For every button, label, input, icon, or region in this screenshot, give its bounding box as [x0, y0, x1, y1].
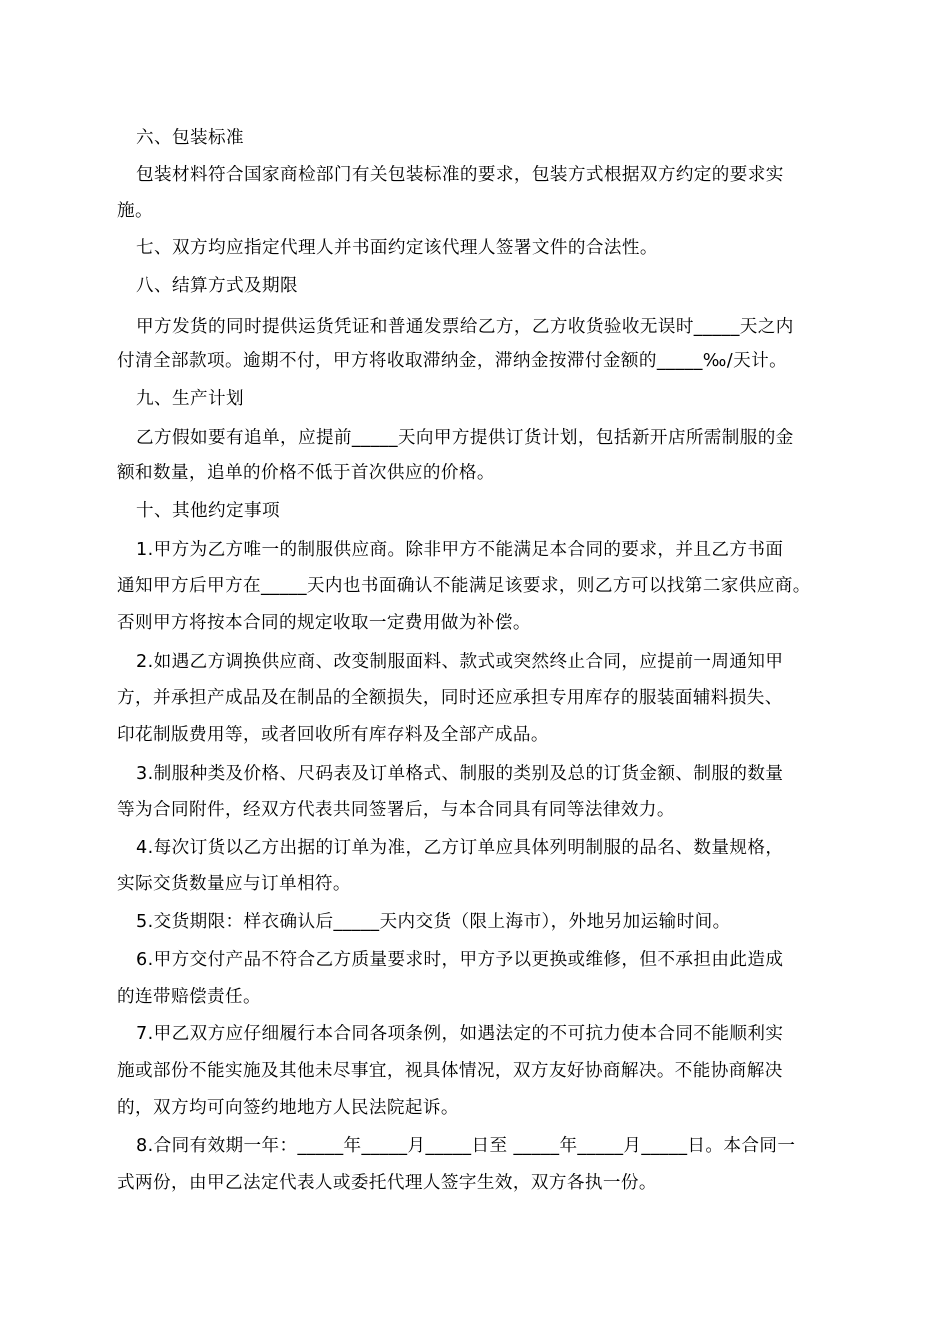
- paragraph-line: 额和数量，追单的价格不低于首次供应的价格。: [117, 463, 495, 483]
- paragraph-line: 否则甲方将按本合同的规定收取一定费用做为补偿。: [117, 613, 531, 633]
- paragraph-line: 等为合同附件，经双方代表共同签署后，与本合同具有同等法律效力。: [117, 800, 675, 820]
- paragraph-line: 实际交货数量应与订单相符。: [117, 874, 351, 894]
- paragraph-line: 1.甲方为乙方唯一的制服供应商。除非甲方不能满足本合同的要求，并且乙方书面: [136, 540, 784, 560]
- section-heading-settlement: 八、结算方式及期限: [136, 276, 298, 296]
- paragraph-line: 6.甲方交付产品不符合乙方质量要求时，甲方予以更换或维修，但不承担由此造成: [136, 950, 784, 970]
- paragraph-line: 3.制服种类及价格、尺码表及订单格式、制服的类别及总的订货金额、制服的数量: [136, 764, 784, 784]
- paragraph-line: 2.如遇乙方调换供应商、改变制服面料、款式或突然终止合同，应提前一周通知甲: [136, 652, 784, 672]
- paragraph-line: 施或部份不能实施及其他未尽事宜，视具体情况，双方友好协商解决。不能协商解决: [117, 1061, 783, 1081]
- section-heading-other-terms: 十、其他约定事项: [136, 501, 280, 521]
- paragraph-line: 的，双方均可向签约地地方人民法院起诉。: [117, 1098, 459, 1118]
- paragraph-line: 5.交货期限：样衣确认后_____天内交货（限上海市），外地另加运输时间。: [136, 912, 731, 932]
- paragraph-line: 7.甲乙双方应仔细履行本合同各项条例，如遇法定的不可抗力使本合同不能顺利实: [136, 1024, 784, 1044]
- paragraph-line: 甲方发货的同时提供运货凭证和普通发票给乙方，乙方收货验收无误时_____天之内: [136, 317, 794, 337]
- section-heading-packaging: 六、包装标准: [136, 128, 244, 148]
- paragraph-line: 通知甲方后甲方在_____天内也书面确认不能满足该要求，则乙方可以找第二家供应商。: [117, 576, 811, 596]
- paragraph-line: 乙方假如要有追单，应提前_____天向甲方提供订货计划，包括新开店所需制服的金: [136, 428, 794, 448]
- paragraph-line: 七、双方均应指定代理人并书面约定该代理人签署文件的合法性。: [136, 238, 658, 258]
- paragraph-line: 包装材料符合国家商检部门有关包装标准的要求，包装方式根据双方约定的要求实: [136, 165, 784, 185]
- paragraph-line: 4.每次订货以乙方出据的订单为准，乙方订单应具体列明制服的品名、数量规格，: [136, 838, 784, 858]
- paragraph-line: 付清全部款项。逾期不付，甲方将收取滞纳金，滞纳金按滞付金额的_____‰/天计。: [117, 351, 788, 371]
- paragraph-line: 式两份，由甲乙法定代表人或委托代理人签字生效，双方各执一份。: [117, 1173, 657, 1193]
- paragraph-line: 方，并承担产成品及在制品的全额损失，同时还应承担专用库存的服装面辅料损失、: [117, 688, 783, 708]
- paragraph-line: 的连带赔偿责任。: [117, 987, 261, 1007]
- paragraph-line: 印花制版费用等，或者回收所有库存料及全部产成品。: [117, 725, 549, 745]
- paragraph-line: 施。: [117, 201, 153, 221]
- section-heading-production-plan: 九、生产计划: [136, 389, 244, 409]
- paragraph-line: 8.合同有效期一年：_____年_____月_____日至 _____年_____月_____日。本合同一: [136, 1136, 796, 1156]
